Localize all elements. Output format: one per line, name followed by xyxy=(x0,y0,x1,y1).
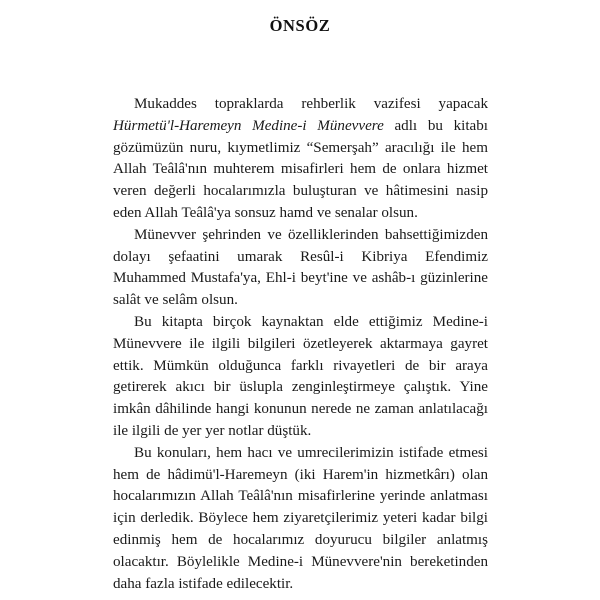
paragraph-2 xyxy=(113,225,488,312)
paragraph-1 xyxy=(113,94,488,225)
body-text-block xyxy=(113,94,488,595)
paragraph-1-book-title: Hürmetü'l-Haremeyn Medine-i Münevvere xyxy=(113,117,384,134)
paragraph-2-run-1: Münevver şehrinden ve özelliklerinden bahsettiğimizden dolayı şefaatini umarak Resûl-i Kibriya Efendimiz Muhammed Mustafa'ya, Ehl-i beyt'ine ve ashâb-ı güzinlerine salât ve selâm olsun. xyxy=(113,226,488,309)
paragraph-4-run-1: Bu konuları, hem hacı ve umrecilerimizin istifade etmesi hem de hâdimü'l-Haremeyn (iki Harem'in hizmetkârı) olan hocalarımızın Allah Teâlâ'nın misafirlerine yerinde anlatması için derledik. Böylece hem ziyaretçilerimiz yeteri kadar bilgi edinmiş hem de hocalarımız doyurucu bilgiler anlatmış olacaktır. Böylelikle Medine-i Münevvere'nin bereketinden daha fazla istifade edilecektir. xyxy=(113,444,488,592)
page-title: ÖNSÖZ xyxy=(269,16,331,35)
paragraph-3 xyxy=(113,312,488,443)
paragraph-1-run-3: adlı bu kitabı gözümüzün nuru, kıymetlimiz “Semerşah” aracılığı ile hem Allah Teâlâ'nın muhterem misafirleri hem de onlara hizmet veren değerli hocalarımızla buluşturan ve hâtimesini nasip eden Allah Teâlâ'ya sonsuz hamd ve senalar olsun. xyxy=(113,117,488,221)
paragraph-4 xyxy=(113,443,488,596)
paragraph-1-run-1: Mukaddes topraklarda rehberlik vazifesi yapacak xyxy=(134,96,488,112)
paragraph-3-run-1: Bu kitapta birçok kaynaktan elde ettiğimiz Medine-i Münevvere ile ilgili bilgileri özetleyerek aktarmaya gayret ettik. Mümkün olduğunca farklı rivayetleri de bir araya getirerek akıcı bir üslupla zenginleştirmeye çalıştık. Yine imkân dâhilinde hangi konunun nerede ne zaman anlatılacağı ile ilgili de yer yer notlar düştük. xyxy=(113,313,488,439)
